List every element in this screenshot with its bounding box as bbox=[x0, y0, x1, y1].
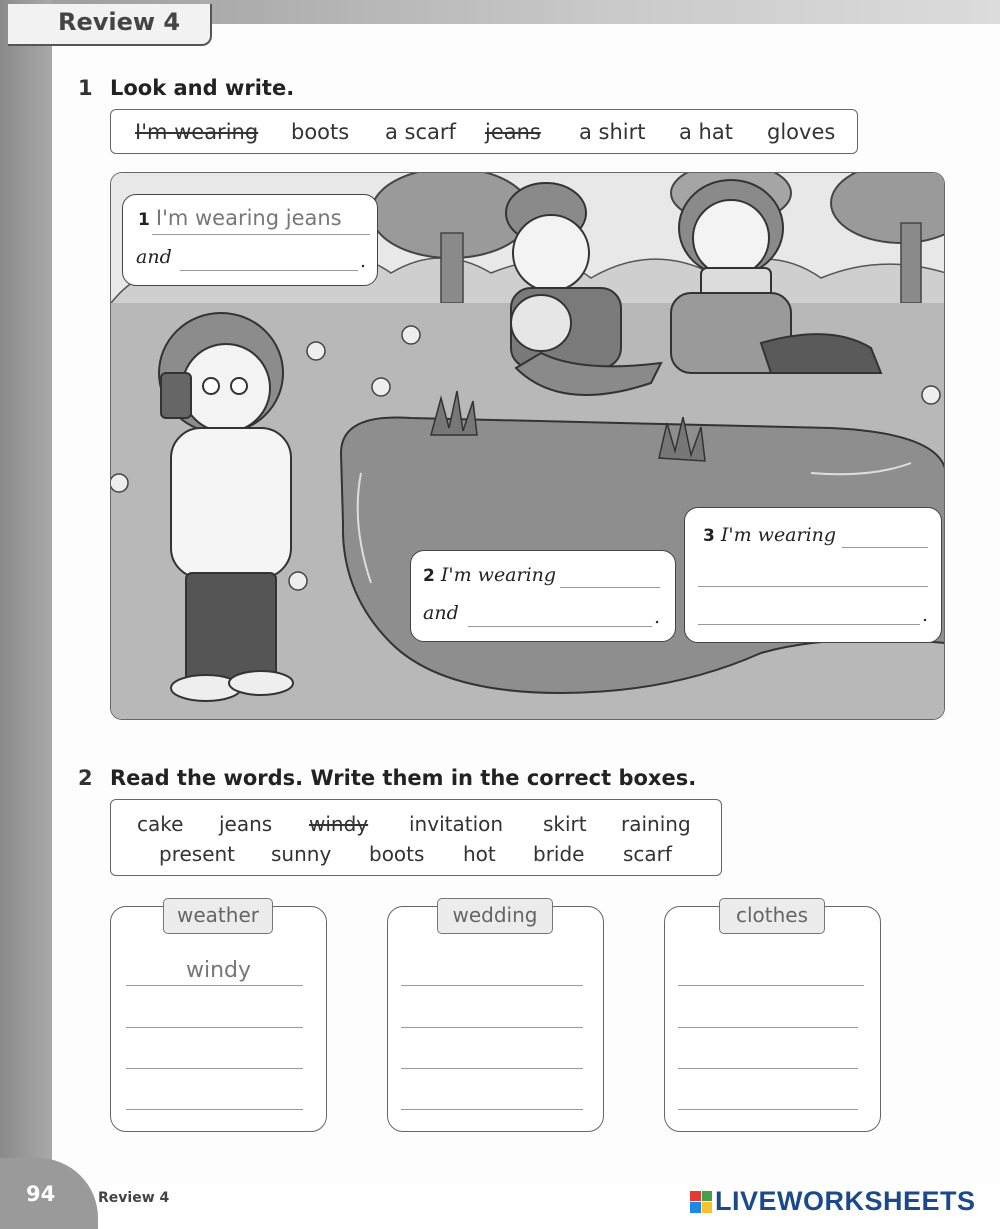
weather-line-2[interactable] bbox=[126, 1027, 303, 1028]
clothes-line-1[interactable] bbox=[678, 985, 864, 986]
word-present: present bbox=[159, 842, 236, 866]
bubble2-answer-line-2[interactable] bbox=[468, 626, 652, 627]
bubble1-label bbox=[138, 206, 342, 230]
bubble2-number: 2 bbox=[423, 566, 435, 586]
word-jeans: jeans bbox=[485, 120, 541, 144]
bubble1-answer: I'm wearing jeans bbox=[155, 206, 342, 230]
bubble1-line-1 bbox=[152, 234, 370, 235]
word-a-scarf: a scarf bbox=[385, 120, 456, 144]
page-number: 94 bbox=[0, 1158, 98, 1229]
wedding-line-3[interactable] bbox=[401, 1068, 583, 1069]
footer-label: Review 4 bbox=[98, 1190, 170, 1206]
word-cake: cake bbox=[137, 812, 184, 836]
liveworksheets-logo-icon bbox=[690, 1191, 712, 1213]
weather-example-answer: windy bbox=[186, 958, 252, 983]
word-skirt: skirt bbox=[543, 812, 587, 836]
exercise1-number: 1 bbox=[78, 76, 93, 100]
word-sunny: sunny bbox=[271, 842, 332, 866]
exercise1-instruction: Look and write. bbox=[110, 76, 295, 100]
bubble3-answer-line-3[interactable] bbox=[698, 624, 920, 625]
bubble1-and[interactable]: and bbox=[136, 246, 172, 268]
exercise2-word-box bbox=[110, 799, 722, 876]
brand-text: LIVEWORKSHEETS bbox=[715, 1186, 976, 1216]
bubble3-label bbox=[703, 524, 836, 546]
word-raining: raining bbox=[621, 812, 691, 836]
clothes-line-4[interactable] bbox=[678, 1109, 858, 1110]
category-label-weather: weather bbox=[163, 898, 273, 934]
word-invitation: invitation bbox=[409, 812, 504, 836]
word-boots: boots bbox=[369, 842, 425, 866]
bubble2-answer-line-1[interactable] bbox=[560, 587, 660, 588]
bubble1-period: . bbox=[360, 250, 367, 272]
word-gloves: gloves bbox=[767, 120, 836, 144]
word-hot: hot bbox=[463, 842, 496, 866]
exercise1-title bbox=[78, 76, 294, 100]
liveworksheets-brand[interactable] bbox=[690, 1186, 976, 1217]
bubble3-number: 3 bbox=[703, 526, 715, 546]
word-a-shirt: a shirt bbox=[579, 120, 646, 144]
exercise2-title bbox=[78, 766, 696, 790]
bubble1-number: 1 bbox=[138, 210, 150, 230]
wedding-line-4[interactable] bbox=[401, 1109, 583, 1110]
word-windy: windy bbox=[309, 812, 369, 836]
category-box-wedding bbox=[387, 906, 604, 1132]
word-jeans: jeans bbox=[219, 812, 273, 836]
left-strip bbox=[0, 0, 52, 1229]
weather-line-1 bbox=[126, 985, 303, 986]
bubble1-answer-line-2[interactable] bbox=[180, 270, 358, 271]
bubble3-answer-line-1[interactable] bbox=[842, 547, 928, 548]
word-bride: bride bbox=[533, 842, 585, 866]
word-boots: boots bbox=[291, 120, 350, 144]
exercise2-instruction: Read the words. Write them in the correct boxes. bbox=[110, 766, 697, 790]
exercise1-word-box bbox=[110, 109, 858, 154]
bubble2-prompt: I'm wearing bbox=[440, 564, 557, 586]
wedding-line-1[interactable] bbox=[401, 985, 583, 986]
wedding-line-2[interactable] bbox=[401, 1027, 583, 1028]
bubble2-and: and bbox=[423, 602, 459, 624]
bubble3-period: . bbox=[922, 604, 929, 626]
weather-line-3[interactable] bbox=[126, 1068, 303, 1069]
exercise2-number: 2 bbox=[78, 766, 93, 790]
bubble3-answer-line-2[interactable] bbox=[698, 586, 928, 587]
category-box-weather bbox=[110, 906, 327, 1132]
review-tab: Review 4 bbox=[8, 4, 212, 46]
category-label-clothes: clothes bbox=[719, 898, 825, 934]
clothes-line-3[interactable] bbox=[678, 1068, 858, 1069]
bubble3-prompt: I'm wearing bbox=[720, 524, 837, 546]
word-im-wearing: I'm wearing bbox=[135, 120, 259, 144]
clothes-line-2[interactable] bbox=[678, 1027, 858, 1028]
weather-line-4[interactable] bbox=[126, 1109, 303, 1110]
category-box-clothes bbox=[664, 906, 881, 1132]
bubble2-label bbox=[423, 564, 556, 586]
bubble2-period: . bbox=[654, 606, 661, 628]
word-scarf: scarf bbox=[623, 842, 672, 866]
category-label-wedding: wedding bbox=[437, 898, 553, 934]
word-a-hat: a hat bbox=[679, 120, 733, 144]
